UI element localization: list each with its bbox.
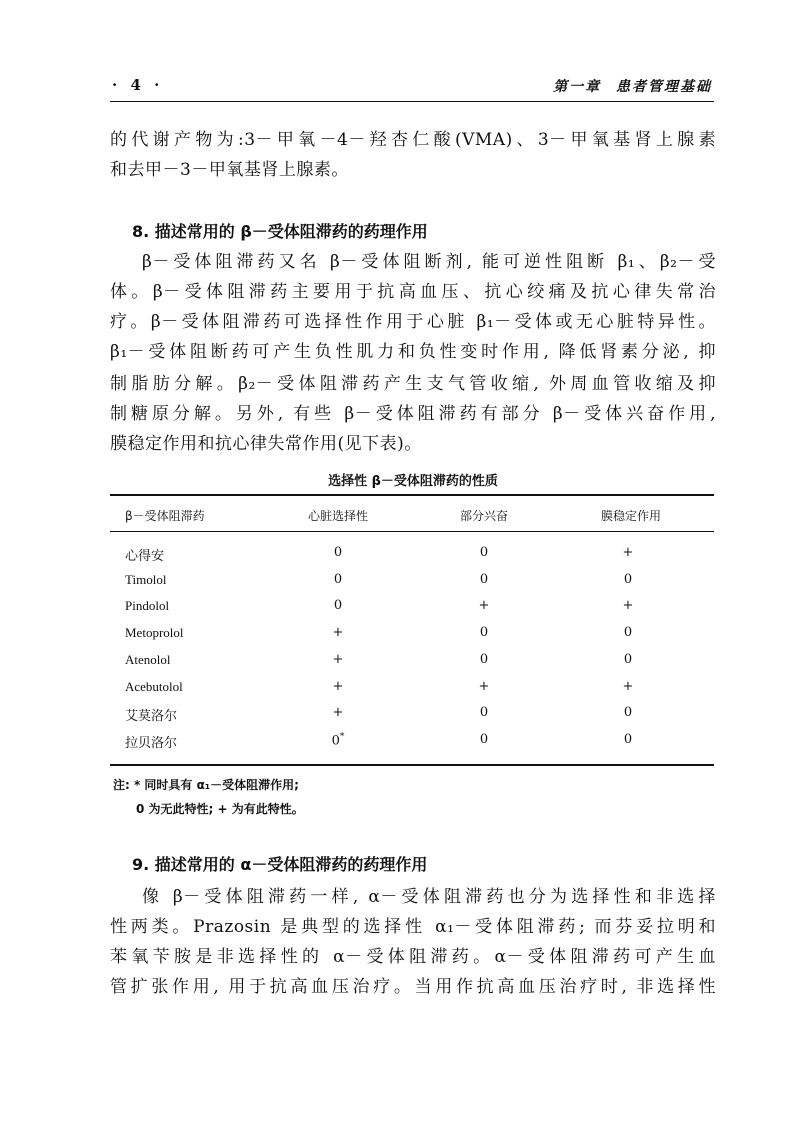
membrane-stabilizing: 0 — [623, 625, 633, 640]
table-header-row — [110, 507, 714, 533]
membrane-stabilizing: 0 — [623, 732, 633, 747]
partial-agonism: + — [478, 679, 490, 694]
table-title: 选择性 β－受体阻滞药的性质 — [328, 474, 498, 489]
table-row — [110, 732, 714, 758]
partial-agonism: 0 — [479, 732, 489, 747]
paragraph-line: 体。β－受体阻滞药主要用于抗高血压、抗心绞痛及抗心律失常治 — [110, 282, 716, 302]
partial-agonism: 0 — [479, 652, 489, 667]
cardio-selectivity: + — [332, 652, 344, 667]
table-top-rule — [110, 494, 714, 496]
table-row — [110, 652, 714, 678]
cardio-value: 0 — [331, 733, 340, 749]
paragraph-line: 疗。β－受体阻滞药可选择性作用于心脏 β₁－受体或无心脏特异性。 — [110, 312, 716, 332]
paragraph-line: 制糖原分解。另外, 有些 β－受体阻滞药有部分 β－受体兴奋作用, — [110, 404, 716, 424]
partial-agonism: + — [478, 598, 490, 613]
table-row — [110, 679, 714, 705]
header-rule — [110, 101, 714, 102]
column-header: β－受体阻滞药 — [125, 509, 205, 523]
membrane-stabilizing: + — [622, 679, 634, 694]
table-note: 注: * 同时具有 α₁－受体阻滞作用; — [113, 778, 299, 792]
partial-agonism: 0 — [479, 625, 489, 640]
paragraph-line: 制脂肪分解。β₂－受体阻滞药产生支气管收缩, 外周血管收缩及抑 — [110, 374, 716, 394]
table-row — [110, 705, 714, 731]
paragraph-line: β－受体阻滞药又名 β－受体阻断剂, 能可逆性阻断 β₁、β₂－受 — [142, 252, 716, 272]
cardio-selectivity: 0 — [333, 598, 343, 613]
cardio-selectivity: + — [332, 679, 344, 694]
section-heading-8: 8. 描述常用的 β－受体阻滞药的药理作用 — [132, 222, 428, 241]
membrane-stabilizing: + — [622, 545, 634, 560]
cardio-selectivity: + — [332, 625, 344, 640]
chapter-title: 第一章 患者管理基础 — [553, 79, 712, 95]
paragraph-line: β₁－受体阻断药可产生负性肌力和负性变时作用, 降低肾素分泌, 抑 — [110, 342, 716, 362]
drug-name: Pindolol — [125, 598, 170, 613]
table-row — [110, 545, 714, 571]
table-bottom-rule — [110, 764, 714, 766]
cardio-selectivity: 0 — [333, 572, 343, 587]
drug-name: 艾莫洛尔 — [125, 708, 178, 723]
column-header: 膜稳定作用 — [600, 509, 662, 523]
table-row — [110, 572, 714, 598]
running-header — [112, 76, 712, 100]
table-row — [110, 625, 714, 651]
paragraph-line: 和去甲－3－甲氧基肾上腺素。 — [110, 160, 349, 180]
paragraph-line: 性两类。Prazosin 是典型的选择性 α₁－受体阻滞药; 而芬妥拉明和 — [110, 917, 716, 937]
partial-agonism: 0 — [479, 572, 489, 587]
table-note: 0 为无此特性; + 为有此特性。 — [136, 802, 304, 816]
cardio-selectivity — [332, 732, 345, 748]
table-header-rule — [110, 531, 714, 532]
paragraph-line: 管扩张作用, 用于抗高血压治疗。当用作抗高血压治疗时, 非选择性 — [110, 977, 716, 997]
drug-name: Metoprolol — [125, 625, 184, 640]
table-row — [110, 598, 714, 624]
section-heading-9: 9. 描述常用的 α－受体阻滞药的药理作用 — [132, 855, 428, 874]
cardio-selectivity: 0 — [333, 545, 343, 560]
drug-name: 拉贝洛尔 — [125, 735, 178, 750]
column-header: 心脏选择性 — [307, 509, 369, 523]
drug-name: 心得安 — [125, 548, 165, 563]
footnote-mark: * — [339, 732, 345, 742]
partial-agonism: 0 — [479, 705, 489, 720]
drug-name: Atenolol — [125, 652, 171, 667]
drug-name: Timolol — [125, 572, 167, 587]
page-number: · 4 · — [112, 76, 164, 94]
drug-name: Acebutolol — [125, 679, 183, 694]
membrane-stabilizing: + — [622, 598, 634, 613]
paragraph-line: 像 β－受体阻滞药一样, α－受体阻滞药也分为选择性和非选择 — [142, 887, 716, 907]
cardio-selectivity: + — [332, 705, 344, 720]
column-header: 部分兴奋 — [459, 509, 509, 523]
membrane-stabilizing: 0 — [623, 705, 633, 720]
membrane-stabilizing: 0 — [623, 572, 633, 587]
paragraph-line: 苯氧苄胺是非选择性的 α－受体阻滞药。α－受体阻滞药可产生血 — [110, 947, 716, 967]
paragraph-line: 的代谢产物为:3－甲氧－4－羟杏仁酸(VMA)、3－甲氧基肾上腺素 — [110, 130, 716, 150]
partial-agonism: 0 — [479, 545, 489, 560]
paragraph-line: 膜稳定作用和抗心律失常作用(见下表)。 — [110, 434, 422, 454]
membrane-stabilizing: 0 — [623, 652, 633, 667]
